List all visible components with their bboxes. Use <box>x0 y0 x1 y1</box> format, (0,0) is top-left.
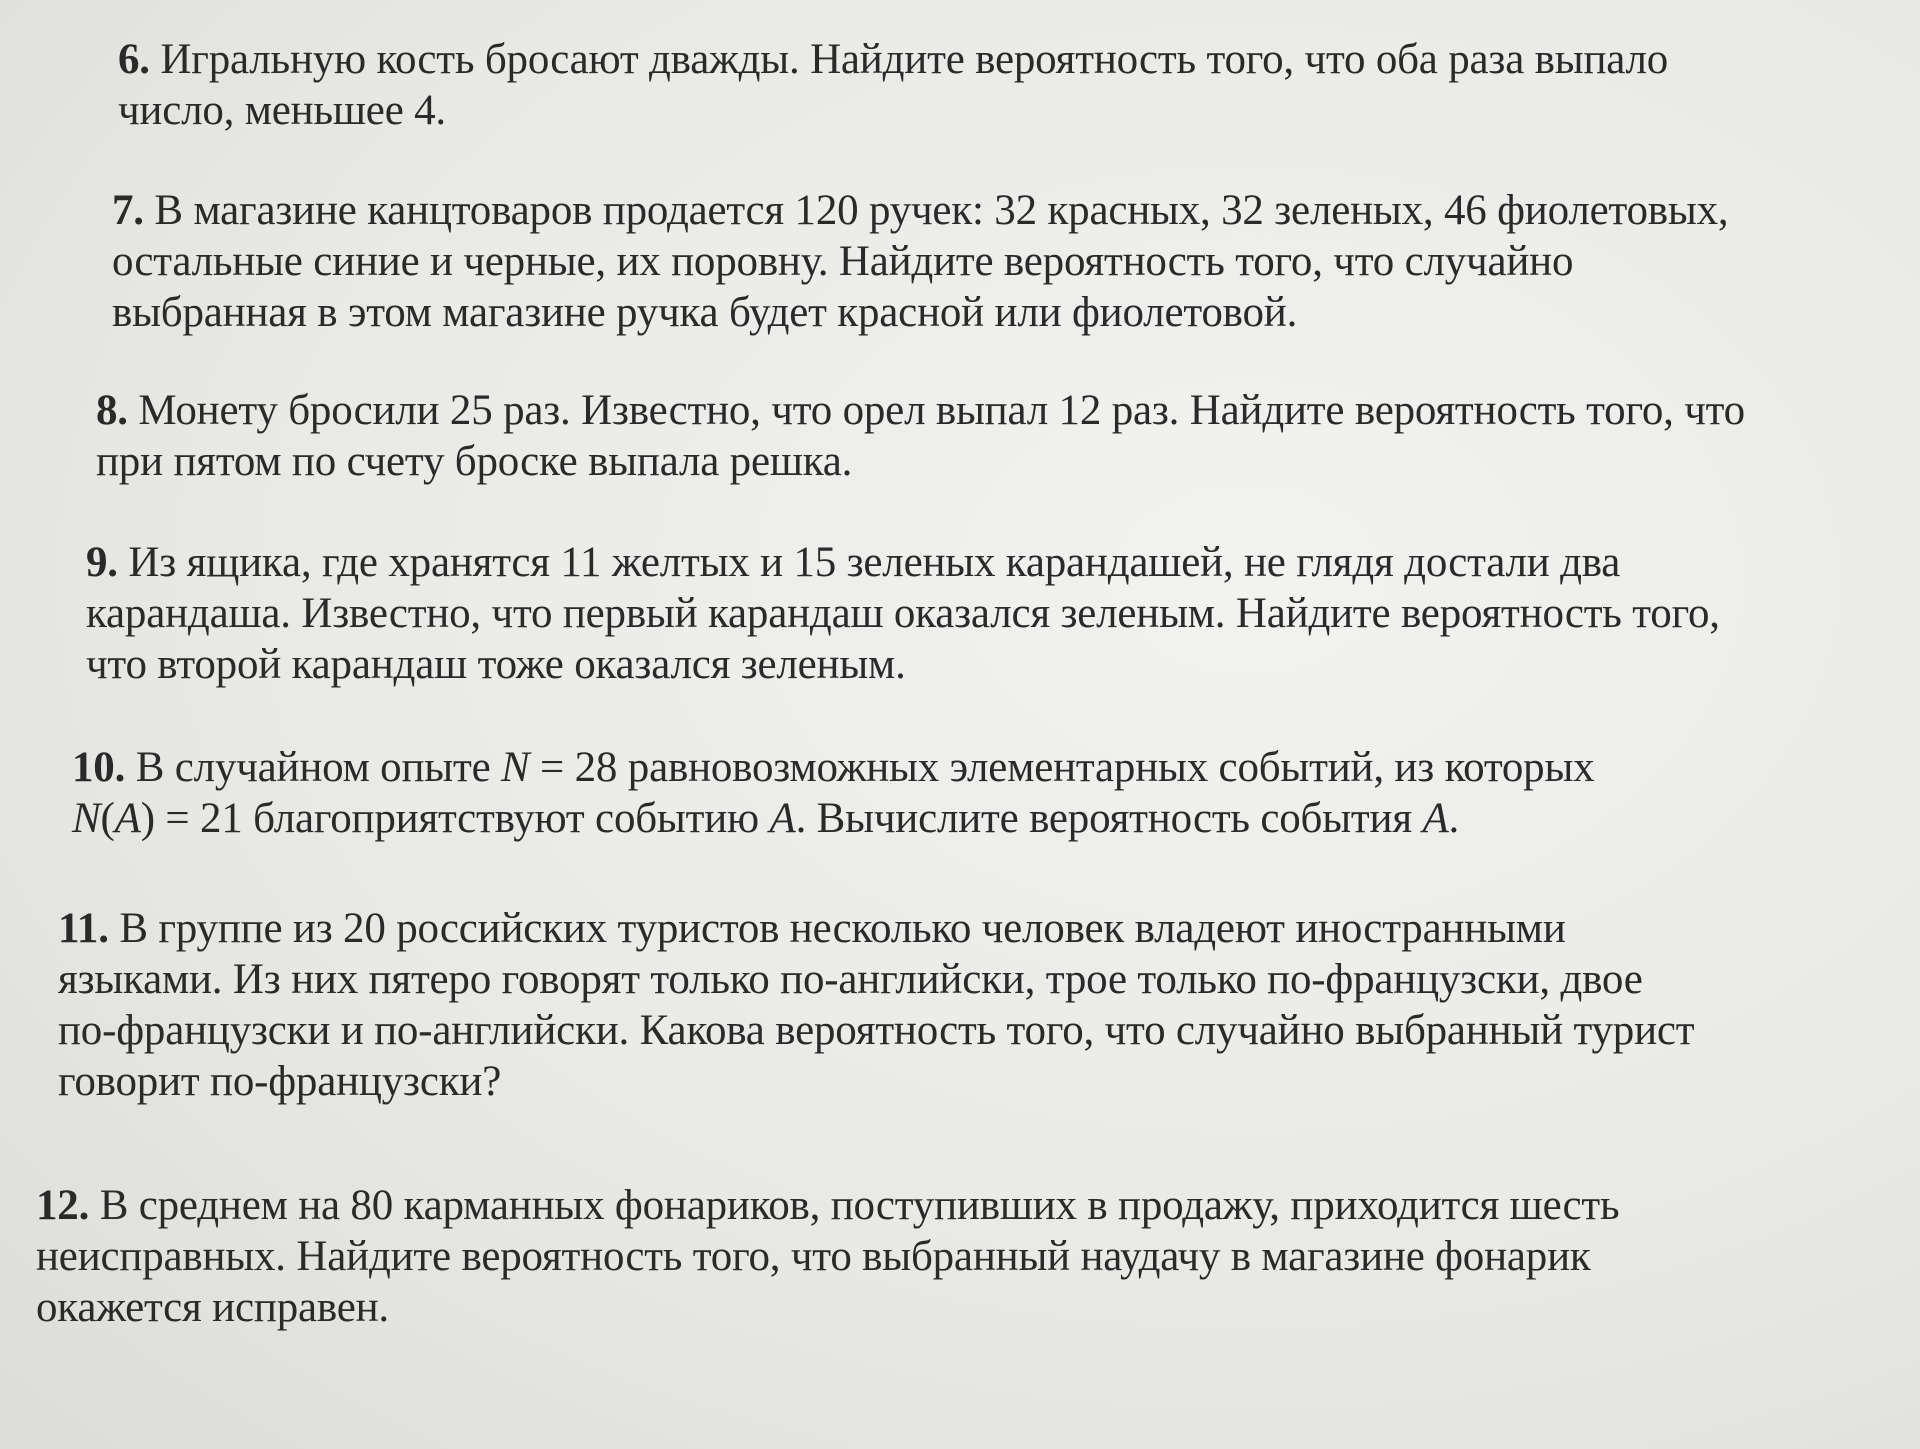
problem-12 <box>36 1180 1619 1333</box>
problem-number: 7. <box>112 187 144 234</box>
problem-text: = 28 равновозможных элементарных событий, из которых <box>529 744 1595 791</box>
problem-line <box>118 34 1668 85</box>
problem-number: 12. <box>36 1182 90 1229</box>
problem-line <box>72 793 1594 844</box>
variable-a: A <box>769 795 796 842</box>
variable-n: N <box>72 795 101 842</box>
problem-text: = 21 благоприятствуют событию <box>154 795 770 842</box>
problem-text: говорит по-французски? <box>58 1058 502 1105</box>
problem-text: В магазине канцтоваров продается 120 ручек: 32 красных, 32 зеленых, 46 фиолетовых, <box>154 187 1729 234</box>
problem-text: Игральную кость бросают дважды. Найдите вероятность того, что оба раза выпало <box>160 36 1669 83</box>
problem-text: остальные синие и черные, их поровну. Найдите вероятность того, что случайно <box>112 238 1574 285</box>
problem-text: окажется исправен. <box>36 1284 389 1331</box>
problem-line <box>112 185 1728 236</box>
problem-text: карандаша. Известно, что первый карандаш оказался зеленым. Найдите вероятность того, <box>86 590 1720 637</box>
problem-line <box>58 903 1694 954</box>
problem-10 <box>72 742 1594 844</box>
problem-text: . Вычислите вероятность события <box>795 795 1423 842</box>
problem-number: 6. <box>118 36 150 83</box>
problem-number: 9. <box>86 539 118 586</box>
problem-8 <box>96 385 1745 487</box>
problem-text: неисправных. Найдите вероятность того, что выбранный наудачу в магазине фонарик <box>36 1233 1591 1280</box>
problem-line <box>36 1180 1619 1231</box>
problem-text: языками. Из них пятеро говорят только по-английски, трое только по-французски, двое <box>58 956 1643 1003</box>
problem-text: В случайном опыте <box>135 744 501 791</box>
paren-close: ) <box>140 795 155 842</box>
paren-open: ( <box>100 795 115 842</box>
variable-n: N <box>501 744 530 791</box>
problem-line <box>96 385 1745 436</box>
variable-a: A <box>1422 795 1449 842</box>
problem-6 <box>118 34 1668 136</box>
problem-text: . <box>1448 795 1460 842</box>
problem-text: Монету бросили 25 раз. Известно, что орел выпал 12 раз. Найдите вероятность того, что <box>138 387 1745 434</box>
problem-11 <box>58 903 1694 1107</box>
problem-7 <box>112 185 1728 338</box>
problem-number: 11. <box>58 905 109 952</box>
problem-text: В группе из 20 российских туристов несколько человек владеют иностранными <box>119 905 1566 952</box>
problem-line <box>86 537 1720 588</box>
problem-text: при пятом по счету броске выпала решка. <box>96 438 853 485</box>
problem-line <box>72 742 1594 793</box>
problem-text: по-французски и по-английски. Какова вероятность того, что случайно выбранный турист <box>58 1007 1695 1054</box>
problem-text: число, меньшее 4. <box>118 87 446 134</box>
problem-text: В среднем на 80 карманных фонариков, поступивших в продажу, приходится шесть <box>99 1182 1620 1229</box>
problem-text: что второй карандаш тоже оказался зеленым. <box>86 641 906 688</box>
variable-a: A <box>114 795 141 842</box>
problem-number: 10. <box>72 744 126 791</box>
problem-text: Из ящика, где хранятся 11 желтых и 15 зеленых карандашей, не глядя достали два <box>128 539 1621 586</box>
problem-text: выбранная в этом магазине ручка будет красной или фиолетовой. <box>112 289 1298 336</box>
problem-number: 8. <box>96 387 128 434</box>
problem-9 <box>86 537 1720 690</box>
